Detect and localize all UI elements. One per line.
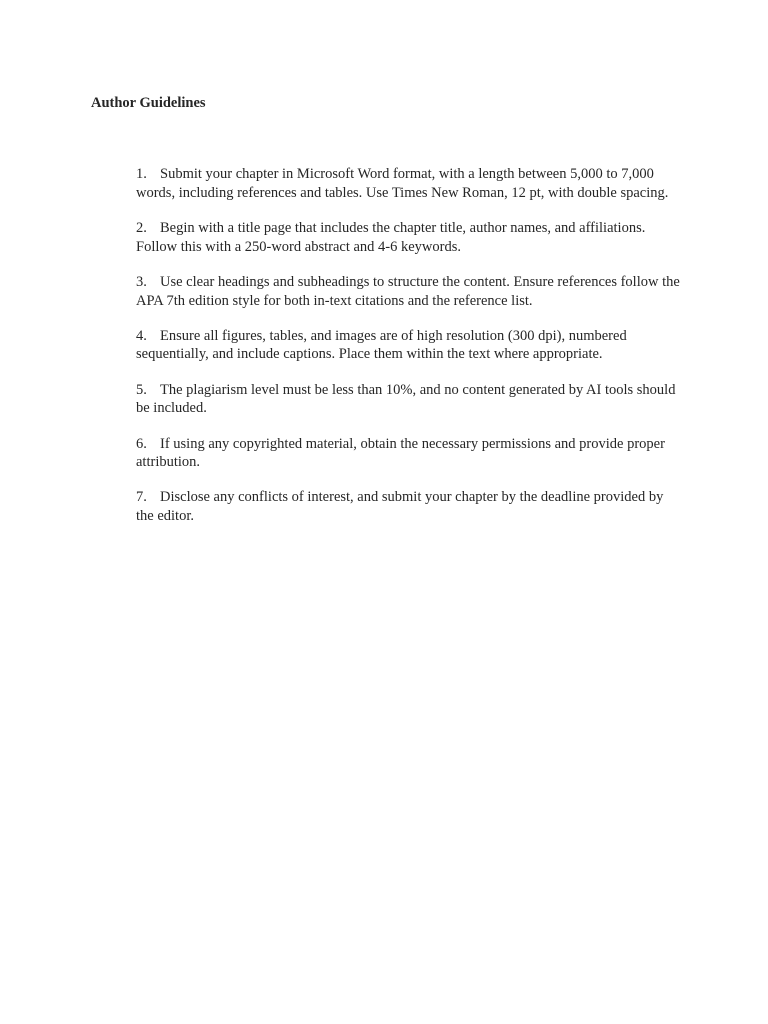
guideline-item (136, 488, 684, 525)
guideline-item (136, 165, 684, 202)
guideline-text: Disclose any conflicts of interest, and submit your chapter by the deadline provided by the editor. (136, 489, 664, 525)
guideline-text: The plagiarism level must be less than 10%, and no content generated by AI tools should be included. (136, 381, 676, 417)
guideline-text: Submit your chapter in Microsoft Word format, with a length between 5,000 to 7,000 words, including references and tables. Use Times New Roman, 12 pt, with double spacing. (136, 166, 669, 201)
guideline-item (136, 327, 684, 364)
guideline-item (136, 381, 684, 418)
guideline-number: 7. (136, 489, 147, 506)
guideline-text: Use clear headings and subheadings to structure the content. Ensure references follow the APA 7th edition style for both in-text citations and the reference list. (136, 273, 680, 309)
guideline-item (136, 273, 684, 310)
guideline-list (136, 165, 684, 542)
guideline-number: 1. (136, 166, 147, 182)
guideline-number: 5. (136, 381, 147, 398)
guideline-item (136, 435, 684, 472)
guideline-text: Ensure all figures, tables, and images are of high resolution (300 dpi), numbered sequentially, and include captions. Place them within the text where appropriate. (136, 327, 627, 363)
document-title: Author Guidelines (91, 95, 206, 111)
guideline-number: 6. (136, 435, 147, 452)
guideline-number: 2. (136, 219, 147, 236)
guideline-number: 3. (136, 273, 147, 290)
guideline-number: 4. (136, 327, 147, 344)
guideline-item (136, 219, 684, 256)
guideline-text: If using any copyrighted material, obtain the necessary permissions and provide proper attribution. (136, 435, 665, 471)
guideline-text: Begin with a title page that includes the chapter title, author names, and affiliations. Follow this with a 250-word abstract and 4-6 keywords. (136, 219, 646, 255)
